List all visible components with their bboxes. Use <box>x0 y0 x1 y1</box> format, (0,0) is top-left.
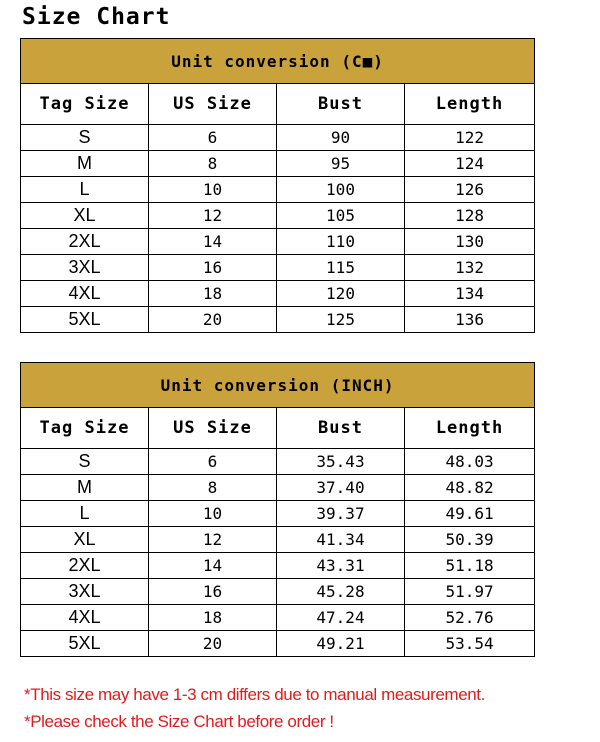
cell-length: 124 <box>405 151 535 177</box>
cell-length: 132 <box>405 255 535 281</box>
note-check-chart: *Please check the Size Chart before order ! <box>24 712 334 731</box>
table-caption: Unit conversion (C■) <box>21 39 535 84</box>
cell-us-size: 12 <box>149 203 277 229</box>
table-caption: Unit conversion (INCH) <box>21 363 535 408</box>
size-table-cm <box>20 38 535 333</box>
table-row <box>21 631 535 657</box>
notes <box>24 681 594 735</box>
cell-us-size: 10 <box>149 177 277 203</box>
cell-length: 50.39 <box>405 527 535 553</box>
cell-tag-size: 3XL <box>21 579 149 605</box>
cell-length: 126 <box>405 177 535 203</box>
cell-length: 122 <box>405 125 535 151</box>
size-table-inch <box>20 362 535 657</box>
cell-bust: 45.28 <box>277 579 405 605</box>
cell-length: 52.76 <box>405 605 535 631</box>
cell-tag-size: 2XL <box>21 229 149 255</box>
table-row <box>21 307 535 333</box>
table-row <box>21 281 535 307</box>
cell-bust: 35.43 <box>277 449 405 475</box>
cell-tag-size: L <box>21 501 149 527</box>
table-row <box>21 449 535 475</box>
cell-tag-size: 4XL <box>21 281 149 307</box>
cell-tag-size: S <box>21 449 149 475</box>
cell-bust: 39.37 <box>277 501 405 527</box>
cell-bust: 41.34 <box>277 527 405 553</box>
column-header-length: Length <box>405 408 535 449</box>
cell-tag-size: 5XL <box>21 307 149 333</box>
cell-length: 51.97 <box>405 579 535 605</box>
cell-us-size: 6 <box>149 449 277 475</box>
column-header-us-size: US Size <box>149 408 277 449</box>
note-measurement: *This size may have 1-3 cm differs due to manual measurement. <box>24 685 485 704</box>
table-row <box>21 151 535 177</box>
cell-bust: 95 <box>277 151 405 177</box>
cell-us-size: 18 <box>149 605 277 631</box>
column-header-us-size: US Size <box>149 84 277 125</box>
cell-bust: 105 <box>277 203 405 229</box>
cell-bust: 37.40 <box>277 475 405 501</box>
cell-tag-size: 2XL <box>21 553 149 579</box>
table-row <box>21 475 535 501</box>
cell-tag-size: XL <box>21 203 149 229</box>
cell-bust: 120 <box>277 281 405 307</box>
cell-tag-size: 5XL <box>21 631 149 657</box>
cell-us-size: 16 <box>149 255 277 281</box>
cell-us-size: 8 <box>149 151 277 177</box>
table-row <box>21 501 535 527</box>
cell-bust: 115 <box>277 255 405 281</box>
cell-length: 130 <box>405 229 535 255</box>
cell-us-size: 14 <box>149 229 277 255</box>
cell-us-size: 6 <box>149 125 277 151</box>
cell-tag-size: XL <box>21 527 149 553</box>
table-row <box>21 527 535 553</box>
table-row <box>21 579 535 605</box>
cell-length: 136 <box>405 307 535 333</box>
table-row <box>21 203 535 229</box>
column-header-length: Length <box>405 84 535 125</box>
cell-us-size: 18 <box>149 281 277 307</box>
cell-tag-size: 4XL <box>21 605 149 631</box>
cell-tag-size: S <box>21 125 149 151</box>
cell-us-size: 16 <box>149 579 277 605</box>
table-row <box>21 229 535 255</box>
cell-length: 134 <box>405 281 535 307</box>
cell-tag-size: L <box>21 177 149 203</box>
cell-us-size: 20 <box>149 631 277 657</box>
cell-tag-size: 3XL <box>21 255 149 281</box>
column-header-bust: Bust <box>277 84 405 125</box>
cell-length: 128 <box>405 203 535 229</box>
cell-length: 51.18 <box>405 553 535 579</box>
table-row <box>21 125 535 151</box>
table-row <box>21 605 535 631</box>
column-header-tag-size: Tag Size <box>21 408 149 449</box>
cell-us-size: 12 <box>149 527 277 553</box>
cell-tag-size: M <box>21 151 149 177</box>
cell-bust: 90 <box>277 125 405 151</box>
cell-bust: 47.24 <box>277 605 405 631</box>
page-title: Size Chart <box>22 4 171 30</box>
cell-bust: 49.21 <box>277 631 405 657</box>
cell-us-size: 8 <box>149 475 277 501</box>
table-row <box>21 553 535 579</box>
cell-tag-size: M <box>21 475 149 501</box>
column-header-tag-size: Tag Size <box>21 84 149 125</box>
cell-length: 53.54 <box>405 631 535 657</box>
cell-bust: 100 <box>277 177 405 203</box>
cell-length: 48.03 <box>405 449 535 475</box>
cell-us-size: 10 <box>149 501 277 527</box>
cell-bust: 43.31 <box>277 553 405 579</box>
cell-length: 48.82 <box>405 475 535 501</box>
cell-bust: 110 <box>277 229 405 255</box>
table-row <box>21 177 535 203</box>
cell-length: 49.61 <box>405 501 535 527</box>
table-row <box>21 255 535 281</box>
cell-us-size: 14 <box>149 553 277 579</box>
cell-bust: 125 <box>277 307 405 333</box>
cell-us-size: 20 <box>149 307 277 333</box>
column-header-bust: Bust <box>277 408 405 449</box>
